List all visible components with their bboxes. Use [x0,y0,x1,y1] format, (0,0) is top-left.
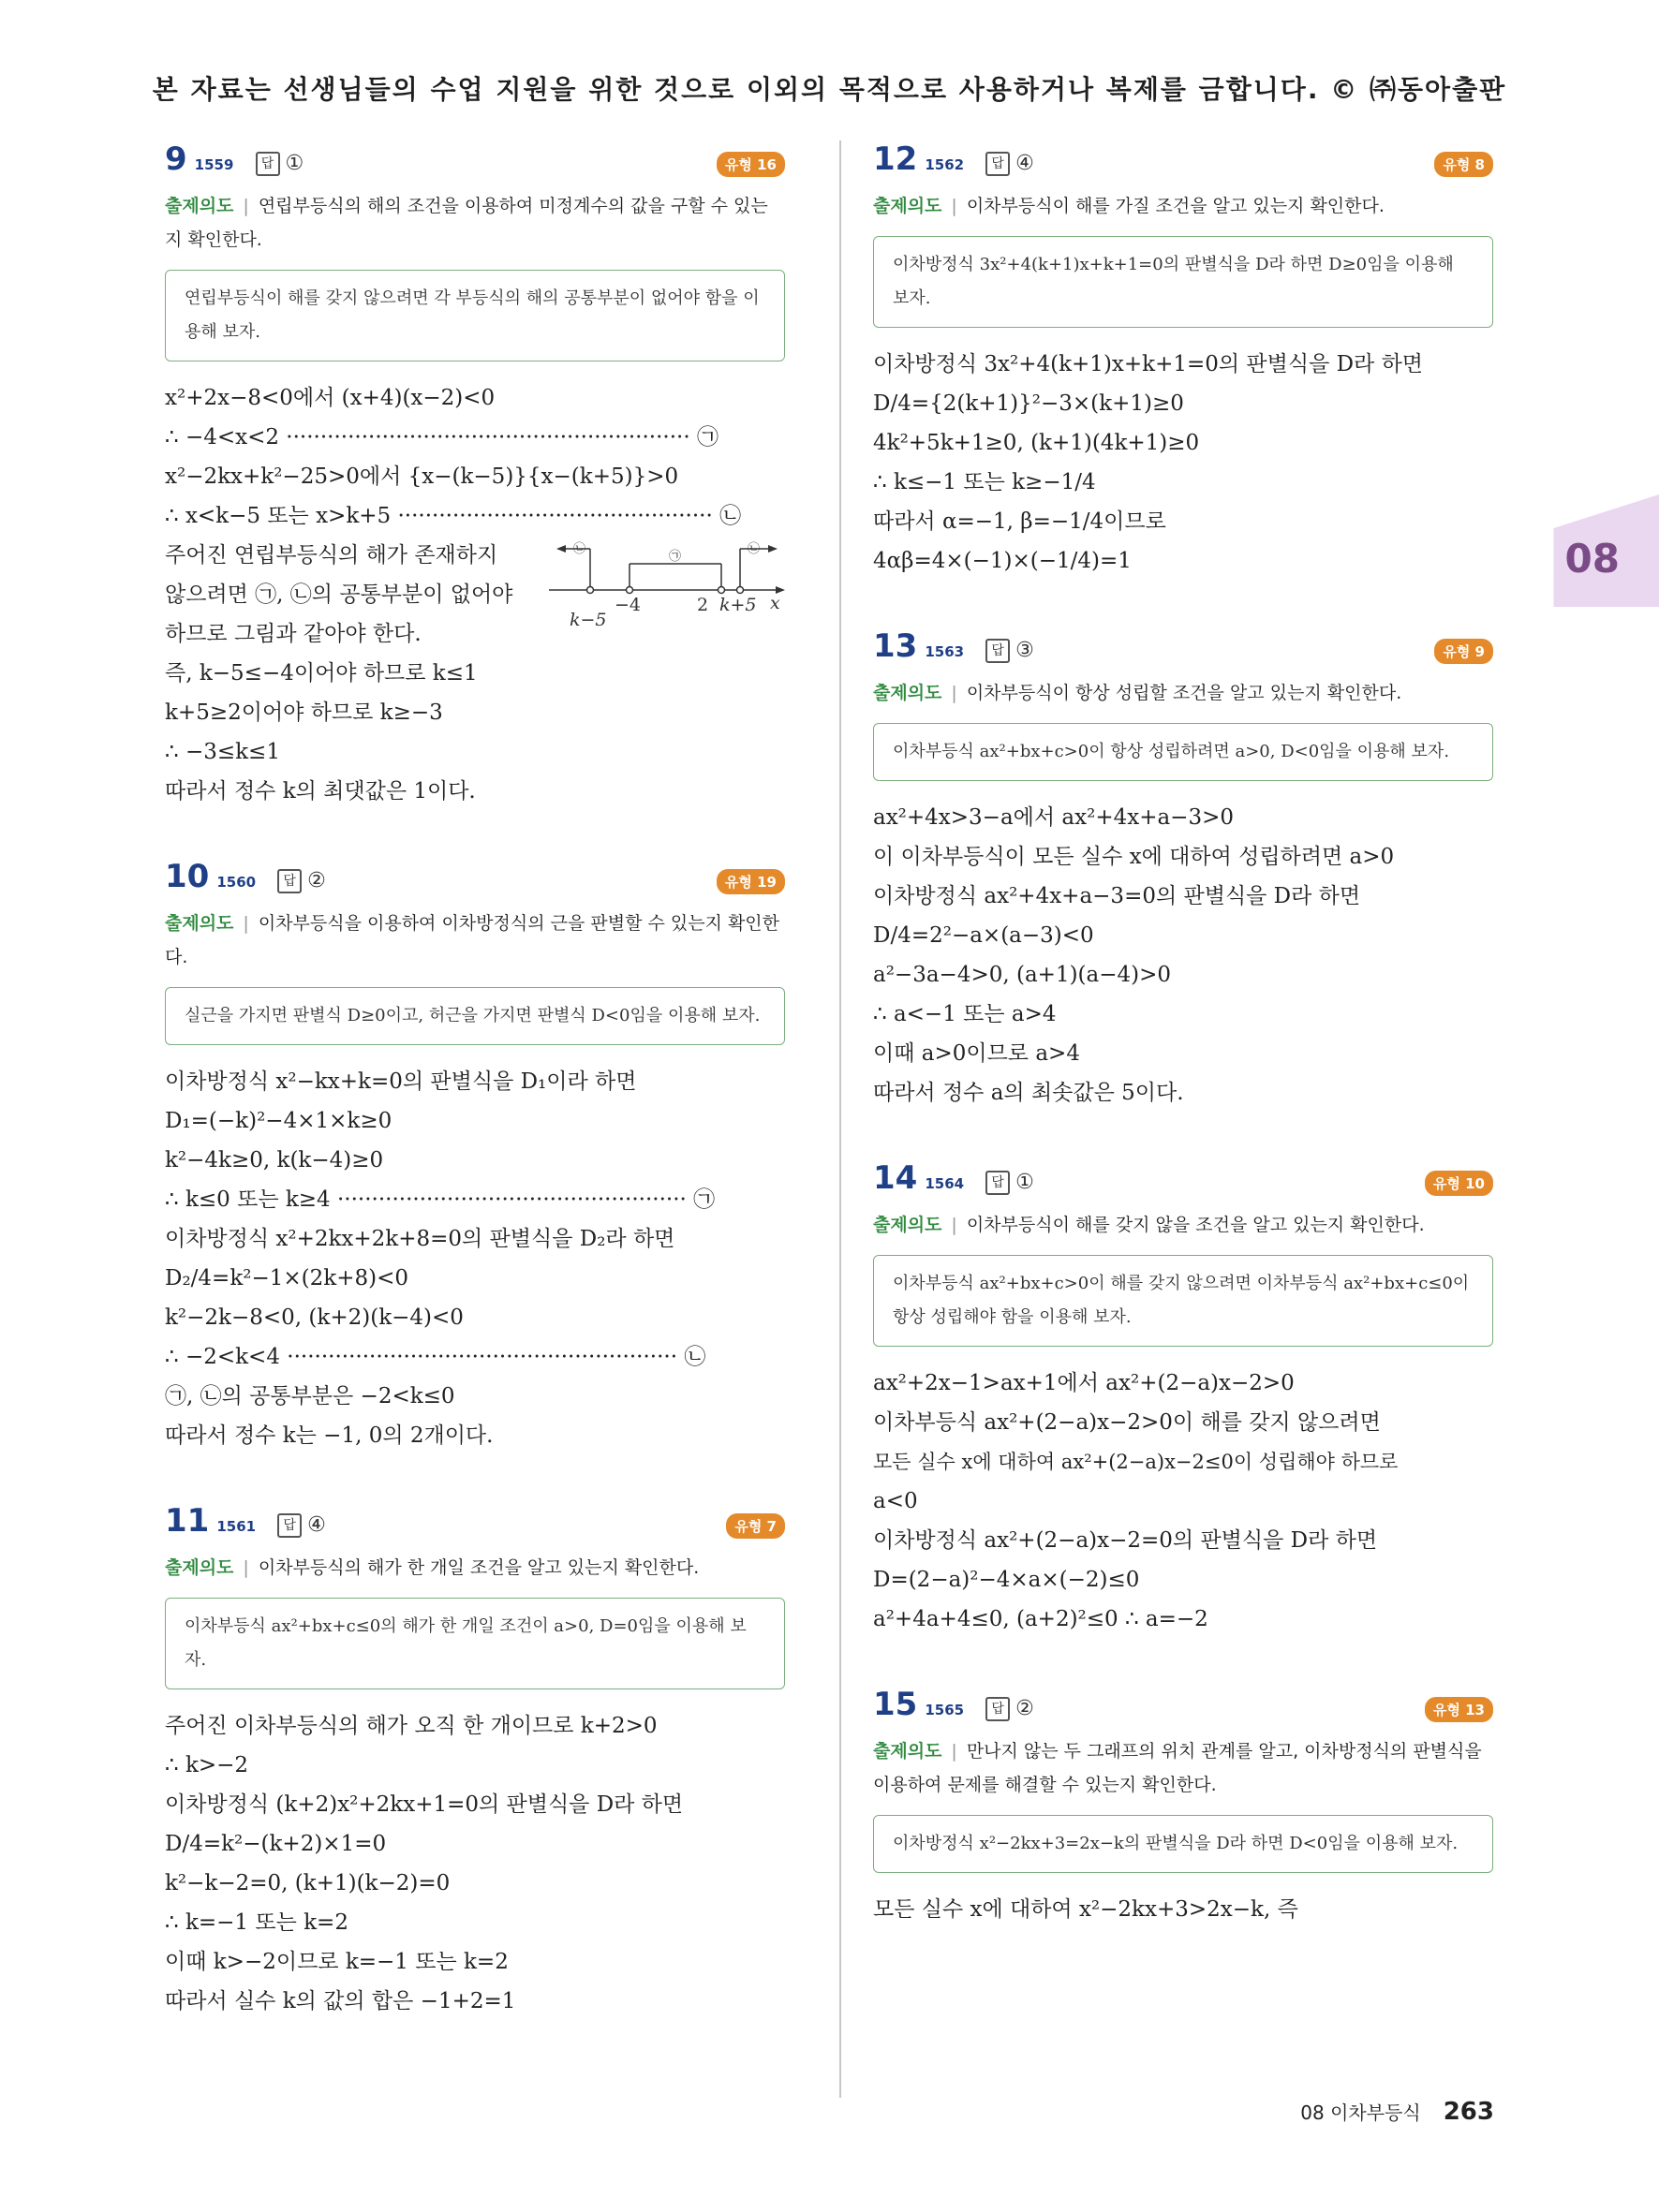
problem-header [873,1159,1493,1206]
axis-label: k+5 [719,595,757,615]
solution-line: x²+2x−8<0에서 (x+4)(x−2)<0 [165,386,496,410]
intent-label: 출제의도 [165,196,234,216]
solution [165,1062,785,1455]
intent [165,189,785,257]
problem-code: 1563 [925,643,965,660]
type-badge: 유형 16 [717,152,785,177]
hint-box: 이차부등식 ax²+bx+c>0이 해를 갖지 않으려면 이차부등식 ax²+bx+c≤0이 항상 성립해야 함을 이용해 보자. [873,1255,1493,1347]
answer-label: 답 [985,152,1010,176]
solution-line: 이차방정식 ax²+(2−a)x−2=0의 판별식을 D라 하면 [873,1528,1378,1553]
solution-line: ∴ −2<k<4 ························································· ㉡ [165,1345,706,1369]
solution-line: 이차방정식 x²+2kx+2k+8=0의 판별식을 D₂라 하면 [165,1227,675,1251]
solution-line: ax²+2x−1>ax+1에서 ax²+(2−a)x−2>0 [873,1371,1295,1395]
axis-label: 2 [697,595,709,615]
left-column [165,140,785,2021]
solution [165,378,785,811]
problem-number: 11 [165,1502,210,1540]
copyright-banner: 본 자료는 선생님들의 수업 지원을 위한 것으로 이외의 목적으로 사용하거나 복제를 금합니다. © ㈜동아출판 [152,74,1507,105]
solution-line: k+5≥2이어야 하므로 k≥−3 [165,700,443,725]
answer-label: 답 [277,869,302,893]
solution-line: 주어진 이차부등식의 해가 오직 한 개이므로 k+2>0 [165,1714,658,1738]
axis-label: k−5 [570,610,607,630]
problem-code: 1559 [194,156,234,173]
solution [873,345,1493,581]
solution-line: ∴ k>−2 [165,1753,249,1777]
open-point [627,587,633,594]
answer-value: ② [1015,1697,1034,1720]
intent-label: 출제의도 [873,196,942,216]
intent-text: 이차부등식이 해를 갖지 않을 조건을 알고 있는지 확인한다. [966,1215,1425,1235]
hint-box: 실근을 가지면 판별식 D≥0이고, 허근을 가지면 판별식 D<0임을 이용해 보자. [165,987,785,1045]
intent-label: 출제의도 [165,913,234,934]
open-point [737,587,744,594]
solution-line: k²−2k−8<0, (k+2)(k−4)<0 [165,1305,464,1330]
problem-number: 9 [165,140,187,178]
solution [873,798,1493,1113]
problem-14 [873,1159,1493,1639]
intent-text: 이차부등식의 해가 한 개일 조건을 알고 있는지 확인한다. [258,1557,700,1578]
intent-text: 이차부등식을 이용하여 이차방정식의 근을 판별할 수 있는지 확인한다. [165,913,780,967]
solution-line: D/4=2²−a×(a−3)<0 [873,923,1094,948]
solution-line: x²−2kx+k²−25>0에서 {x−(k−5)}{x−(k+5)}>0 [165,465,679,489]
solution-line: 이차방정식 ax²+4x+a−3=0의 판별식을 D라 하면 [873,884,1361,908]
page-number: 263 [1443,2098,1494,2126]
solution-line: 따라서 정수 k는 −1, 0의 2개이다. [165,1423,494,1448]
solution-line: 따라서 정수 k의 최댓값은 1이다. [165,779,476,804]
answer-value: ④ [1015,152,1034,175]
solution-line: ∴ k≤0 또는 k≥4 ··················································· ㉠ [165,1187,716,1212]
type-badge: 유형 13 [1425,1697,1493,1722]
solution [873,1364,1493,1639]
hint-box: 이차방정식 3x²+4(k+1)x+k+1=0의 판별식을 D라 하면 D≥0임을 이용해 보자. [873,236,1493,328]
problem-header [873,1686,1493,1733]
problem-12 [873,140,1493,581]
solution-line: a<0 [873,1489,918,1513]
region-mark: ㉠ [669,550,682,564]
problem-header [165,858,785,905]
intent-separator: | [951,196,957,216]
answer-value: ① [285,152,304,175]
problem-number: 13 [873,627,918,665]
problem-code: 1564 [925,1175,965,1192]
hint-box: 연립부등식이 해를 갖지 않으려면 각 부등식의 해의 공통부분이 없어야 함을 이용해 보자. [165,270,785,361]
intent-text: 만나지 않는 두 그래프의 위치 관계를 알고, 이차방정식의 판별식을 이용하여 문제를 해결할 수 있는지 확인한다. [873,1741,1482,1795]
hint-box: 이차부등식 ax²+bx+c≤0의 해가 한 개일 조건이 a>0, D=0임을 이용해 보자. [165,1598,785,1689]
solution-line: 않으려면 ㉠, ㉡의 공통부분이 없어야 [165,582,513,607]
solution-line: 이차방정식 (k+2)x²+2kx+1=0의 판별식을 D라 하면 [165,1792,684,1817]
answer-label: 답 [985,639,1010,663]
answer-label: 답 [256,152,280,176]
solution-line: D₁=(−k)²−4×1×k≥0 [165,1109,393,1133]
problem-number: 14 [873,1159,918,1197]
problem-code: 1562 [925,156,965,173]
intent-separator: | [243,196,249,216]
solution-line: 즉, k−5≤−4이어야 하므로 k≤1 [165,661,478,686]
solution-line: k²−4k≥0, k(k−4)≥0 [165,1148,384,1172]
solution-line: 하므로 그림과 같아야 한다. [165,622,422,646]
problem-number: 12 [873,140,918,178]
problem-header [873,627,1493,674]
solution-line: 따라서 α=−1, β=−1/4이므로 [873,509,1166,534]
intent-label: 출제의도 [165,1557,234,1578]
type-badge: 유형 10 [1425,1171,1493,1196]
solution-line: 4αβ=4×(−1)×(−1/4)=1 [873,549,1132,573]
hint-box: 이차부등식 ax²+bx+c>0이 항상 성립하려면 a>0, D<0임을 이용해 보자. [873,723,1493,781]
answer-label: 답 [985,1697,1010,1721]
intent-label: 출제의도 [873,1215,942,1235]
intent-label: 출제의도 [873,683,942,703]
solution-line: 이차부등식 ax²+(2−a)x−2>0이 해를 갖지 않으려면 [873,1410,1381,1435]
problem-code: 1560 [216,874,257,891]
answer-label: 답 [985,1171,1010,1195]
intent-separator: | [243,1557,249,1578]
intent-separator: | [951,1215,957,1235]
solution-line: 모든 실수 x에 대하여 x²−2kx+3>2x−k, 즉 [873,1897,1298,1922]
answer-label: 답 [277,1513,302,1538]
intent [873,189,1493,223]
column-divider [839,140,841,2098]
problem-header [165,140,785,187]
solution-line: 따라서 실수 k의 값의 합은 −1+2=1 [165,1989,516,2013]
chapter-side-tab-label: 08 [1564,536,1620,582]
answer-value: ② [307,869,326,892]
problem-15 [873,1686,1493,1929]
type-badge: 유형 7 [726,1513,785,1539]
axis-label: −4 [615,595,642,615]
solution-line: D=(2−a)²−4×a×(−2)≤0 [873,1568,1140,1592]
solution-line: ∴ x<k−5 또는 x>k+5 ·············································· ㉡ [165,504,742,528]
intent [165,907,785,974]
problem-number: 10 [165,858,210,895]
solution-line: ∴ a<−1 또는 a>4 [873,1002,1057,1026]
intent-text: 이차부등식이 해를 가질 조건을 알고 있는지 확인한다. [966,196,1385,216]
solution-line: 이 이차부등식이 모든 실수 x에 대하여 성립하려면 a>0 [873,845,1395,869]
number-line-diagram [549,536,785,648]
solution-line: 이차방정식 x²−kx+k=0의 판별식을 D₁이라 하면 [165,1069,637,1094]
solution-line: 주어진 연립부등식의 해가 존재하지 [165,543,498,568]
intent [873,1734,1493,1802]
intent-label: 출제의도 [873,1741,942,1762]
solution-line: k²−k−2=0, (k+1)(k−2)=0 [165,1871,451,1895]
open-point [587,587,594,594]
problem-11 [165,1502,785,2021]
region-mark: ㉡ [748,542,761,556]
solution-line: D/4={2(k+1)}²−3×(k+1)≥0 [873,391,1184,416]
type-badge: 유형 8 [1434,152,1493,177]
solution-line: 따라서 정수 a의 최솟값은 5이다. [873,1081,1184,1105]
region-mark: ㉡ [573,542,586,556]
problem-code: 1565 [925,1702,965,1718]
solution-line: ∴ k≤−1 또는 k≥−1/4 [873,470,1096,494]
intent [873,676,1493,710]
intent [165,1551,785,1585]
right-column [873,140,1493,1929]
intent [873,1208,1493,1242]
intent-separator: | [951,1741,957,1762]
answer-value: ③ [1015,639,1034,662]
solution-line: ∴ −4<x<2 ··························································· ㉠ [165,425,718,450]
solution-line: a²+4a+4≤0, (a+2)²≤0 ∴ a=−2 [873,1607,1208,1631]
solution [873,1890,1493,1929]
intent-separator: | [951,683,957,703]
solution-line: 이때 k>−2이므로 k=−1 또는 k=2 [165,1950,509,1974]
intent-text: 이차부등식이 항상 성립할 조건을 알고 있는지 확인한다. [966,683,1402,703]
solution-line: ∴ −3≤k≤1 [165,740,280,764]
problem-header [873,140,1493,187]
open-point [718,587,725,594]
page-footer [1300,2098,1494,2126]
hint-box: 이차방정식 x²−2kx+3=2x−k의 판별식을 D라 하면 D<0임을 이용해 보자. [873,1815,1493,1873]
type-badge: 유형 9 [1434,639,1493,664]
solution-line: D₂/4=k²−1×(2k+8)<0 [165,1266,408,1290]
solution-line: 모든 실수 x에 대하여 ax²+(2−a)x−2≤0이 성립해야 하므로 [873,1451,1399,1473]
answer-value: ④ [307,1513,326,1537]
solution-line: D/4=k²−(k+2)×1=0 [165,1832,387,1856]
solution-line: 4k²+5k+1≥0, (k+1)(4k+1)≥0 [873,431,1200,455]
solution-line: ax²+4x>3−a에서 ax²+4x+a−3>0 [873,805,1234,830]
solution [165,1706,785,2021]
problem-9 [165,140,785,811]
solution-line: ∴ k=−1 또는 k=2 [165,1910,348,1935]
solution-line: ㉠, ㉡의 공통부분은 −2<k≤0 [165,1384,455,1408]
problem-10 [165,858,785,1455]
type-badge: 유형 19 [717,869,785,894]
footer-chapter: 08 이차부등식 [1300,2101,1421,2124]
intent-text: 연립부등식의 해의 조건을 이용하여 미정계수의 값을 구할 수 있는지 확인한다. [165,196,768,250]
solution-line: 이때 a>0이므로 a>4 [873,1041,1080,1066]
solution-line: 이차방정식 3x²+4(k+1)x+k+1=0의 판별식을 D라 하면 [873,352,1424,376]
problem-code: 1561 [216,1518,257,1535]
axis-label: x [770,593,780,613]
problem-header [165,1502,785,1549]
solution-line: a²−3a−4>0, (a+1)(a−4)>0 [873,963,1172,987]
problem-13 [873,627,1493,1113]
problem-number: 15 [873,1686,918,1723]
intent-separator: | [243,913,249,934]
answer-value: ① [1015,1171,1034,1194]
